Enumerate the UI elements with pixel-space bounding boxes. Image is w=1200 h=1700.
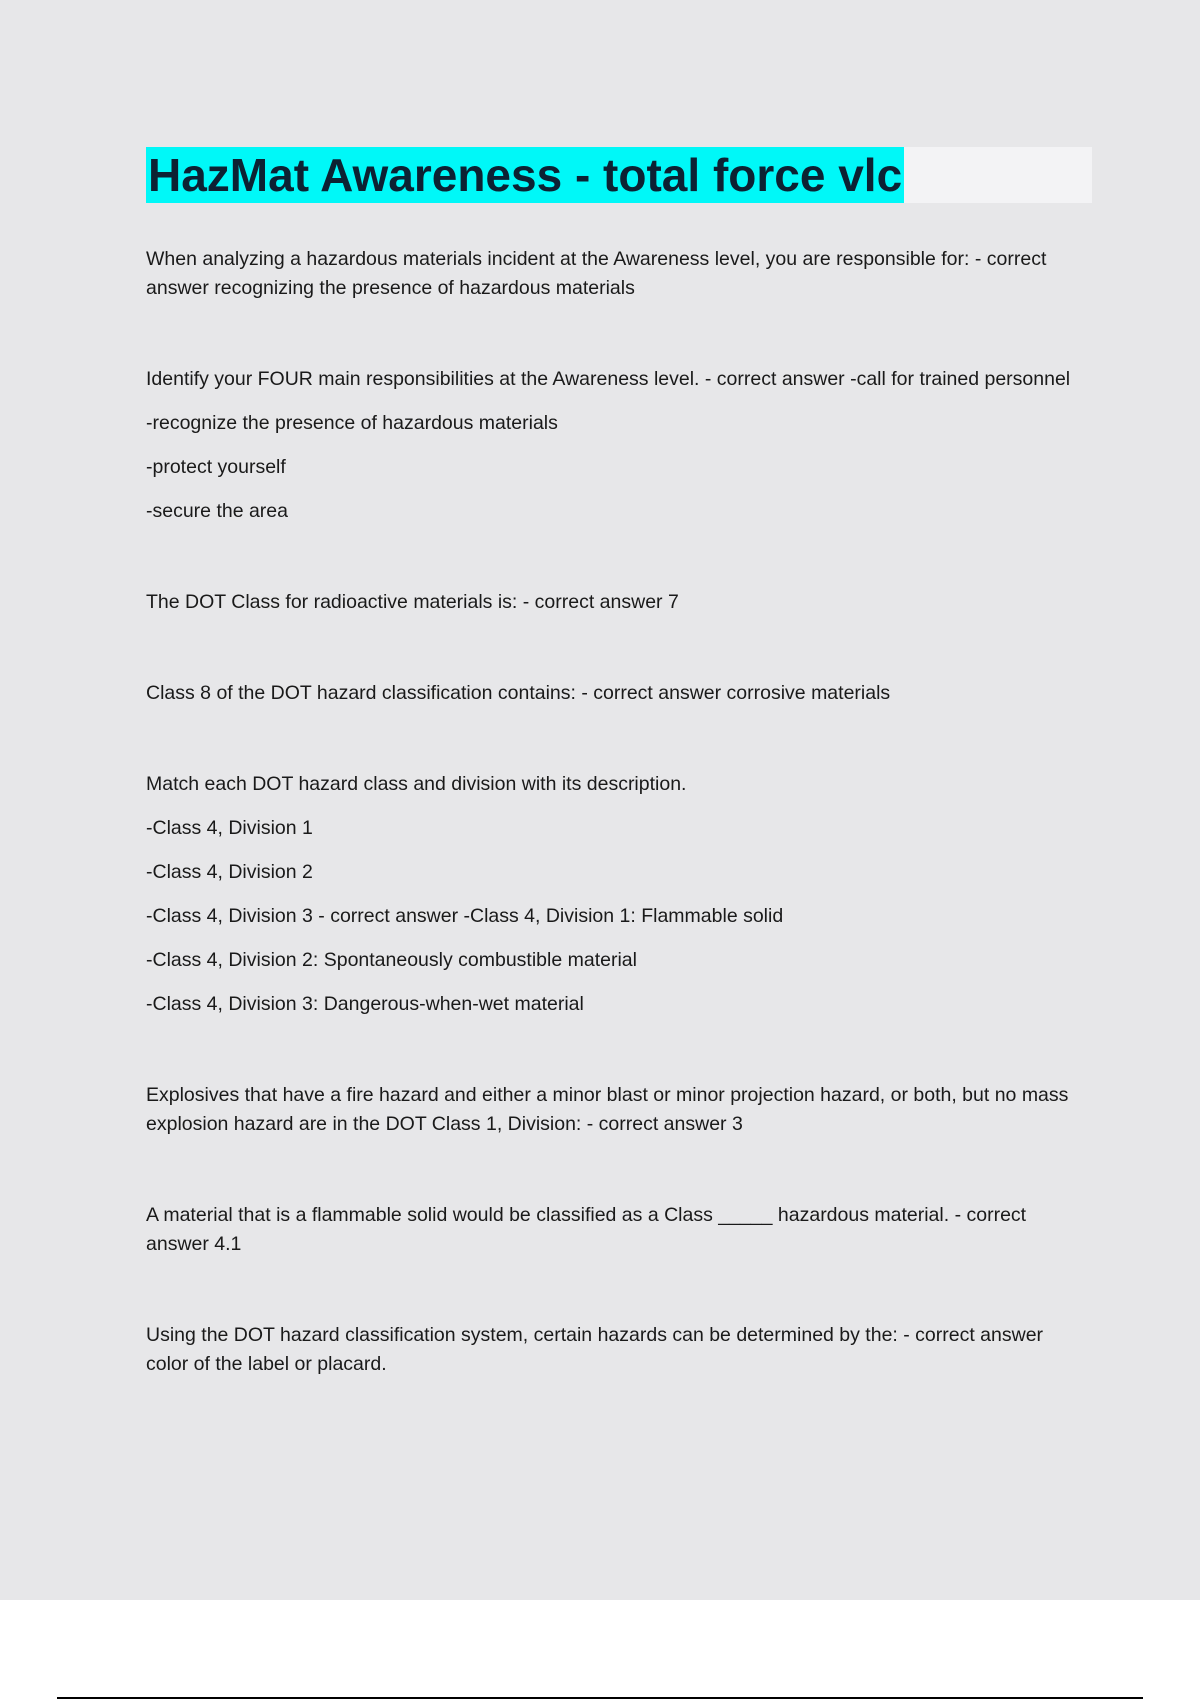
answer-line: -protect yourself — [146, 456, 286, 478]
qa-item — [146, 245, 1086, 303]
answer-line: -Class 4, Division 1 — [146, 817, 313, 839]
footer-divider — [57, 1697, 1143, 1699]
question-answer-text: Explosives that have a fire hazard and either a minor blast or minor projection hazard, or both, but no mass explosion hazard are in the DOT Class 1, Division: - correct answer 3 — [146, 1084, 1069, 1135]
question-answer-text: Identify your FOUR main responsibilities at the Awareness level. - correct answer -call for trained personnel — [146, 368, 1071, 390]
qa-item — [146, 588, 1086, 617]
answer-line: -Class 4, Division 3: Dangerous-when-wet material — [146, 993, 584, 1015]
qa-item — [146, 679, 1086, 708]
qa-item — [146, 1321, 1086, 1379]
qa-item — [146, 1201, 1086, 1259]
question-answer-text: Using the DOT hazard classification system, certain hazards can be determined by the: - correct answer color of the label or placard. — [146, 1324, 1044, 1375]
title-bar — [146, 147, 1092, 203]
question-answer-text: Match each DOT hazard class and division with its description. — [146, 773, 687, 795]
answer-line: -recognize the presence of hazardous materials — [146, 412, 558, 434]
qa-item — [146, 770, 1086, 1019]
answer-line: -Class 4, Division 3 - correct answer -Class 4, Division 1: Flammable solid — [146, 905, 784, 927]
page-title: HazMat Awareness - total force vlc — [148, 149, 903, 201]
document-body — [146, 245, 1086, 1379]
question-answer-text: When analyzing a hazardous materials incident at the Awareness level, you are responsible for: - correct answer recognizing the presence of hazardous materials — [146, 248, 1047, 299]
answer-line: -Class 4, Division 2: Spontaneously combustible material — [146, 949, 637, 971]
qa-item — [146, 1081, 1086, 1139]
question-answer-text: Class 8 of the DOT hazard classification contains: - correct answer corrosive materials — [146, 682, 891, 704]
answer-line: -secure the area — [146, 500, 288, 522]
question-answer-text: The DOT Class for radioactive materials is: - correct answer 7 — [146, 591, 679, 613]
qa-item — [146, 365, 1086, 526]
question-answer-text: A material that is a flammable solid would be classified as a Class _____ hazardous material. - correct answer 4.1 — [146, 1204, 1027, 1255]
answer-line: -Class 4, Division 2 — [146, 861, 313, 883]
